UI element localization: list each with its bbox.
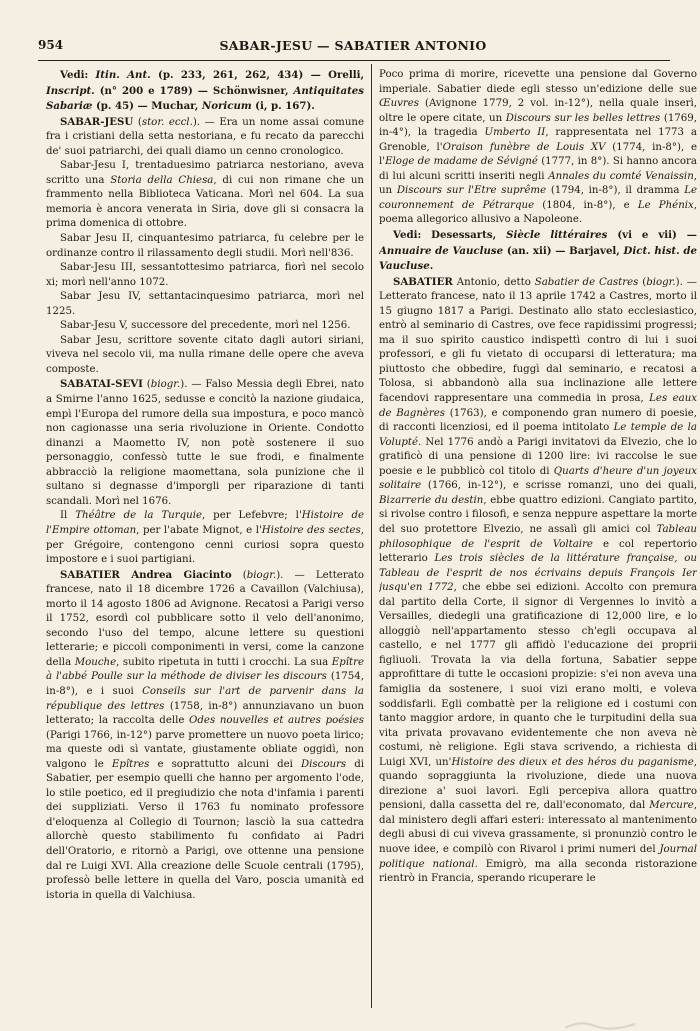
text-run: . Emigrò, ma alla seconda ristorazione rientrò in Francia, sperando ricuperare le	[379, 858, 697, 885]
text-run: di Sabatier, per esempio quelli che hanno per argomento l'ode, lo stile poetico, ed il pregiudizio che nota d'infamia i parenti dei suppliziati. Verso il 1763 fu nominato professore d'eloquenza al Collegio di Tournon; lasciò la sua cattedra allorchè questo stabilimento fu confidato ai Padri dell'Oratorio, e ritornò a Parigi, ove ottenne una pensione dal re Luigi XVI. Alla creazione delle Scuole centrali (1795), professò belle lettere in quella del Varo, poscia umanità ed istoria in quella di Valchiusa.	[46, 758, 364, 901]
text-run: (1804, in-8°), e	[534, 199, 638, 211]
text-run: Odes nouvelles et autres poésies	[189, 715, 364, 727]
text-run: Umberto II	[484, 127, 546, 139]
text-run: biogr.	[246, 569, 277, 581]
paragraph	[46, 290, 364, 319]
text-run: (1754, in-8°), e i suoi	[46, 671, 364, 697]
text-run: Annuaire de Vaucluse	[379, 244, 504, 257]
text-run: stor. eccl.	[141, 116, 193, 128]
text-run: (n° 200 e 1789) — Schönwisner,	[94, 84, 294, 97]
page-number: 954	[38, 38, 64, 52]
text-run: Antiquitates Sabariæ	[46, 84, 364, 113]
text-run: Le temple de la Volupté	[379, 422, 697, 448]
text-run: Quarts d'heure d'un joyeux solitaire	[379, 465, 697, 492]
text-run: (	[133, 116, 142, 128]
text-run: SABATIER	[393, 275, 453, 288]
text-run: Journal politique national	[379, 843, 697, 870]
text-run: SABATAI-SEVI	[60, 378, 143, 391]
text-run: (an. xii) — Barjavel,	[503, 244, 624, 257]
text-run: Noricum	[201, 100, 252, 113]
text-run: (p. 45) — Muchar,	[92, 100, 202, 113]
text-run: , subito ripetuta in tutti i crocchi. La sua	[116, 656, 332, 668]
text-run: Discours	[300, 758, 347, 770]
paragraph	[46, 232, 364, 261]
text-run: Vedi: Desessarts,	[393, 229, 507, 242]
text-run: (1758, in-8°) annunziavano un buon letterato; la raccolta delle	[46, 700, 364, 727]
text-run: (Parigi 1766, in-12°) parve promettere un nuovo poeta lirico; ma queste odi sì vantate, giustamente obliate oggidì, non valgono le	[46, 729, 364, 770]
scan-watermark	[560, 1018, 640, 1030]
text-run: Epître à l'abbé Poulle sur la méthode de diviser les discours	[46, 656, 364, 683]
paragraph	[46, 509, 364, 567]
text-run: biogr.	[150, 379, 181, 391]
text-run: Théâtre de la Turquie	[75, 510, 202, 522]
text-run: (1769, in-4°), la tragedia	[379, 112, 697, 139]
text-run: , poema allegorico allusivo a Napoleone.	[379, 199, 697, 226]
text-run: , per Lefebvre; l'	[202, 510, 302, 522]
text-run: Mouche	[74, 656, 117, 668]
paragraph	[46, 319, 364, 334]
text-run: SABAR-JESU	[60, 115, 134, 128]
left-column	[46, 68, 364, 1008]
text-run: (1794, in-8°), il dramma	[546, 185, 685, 197]
text-run: Epîtres	[111, 758, 150, 770]
text-run: (	[142, 379, 151, 391]
text-run: ). — Falso Messia degli Ebrei, nato a Smirne l'anno 1625, sedusse e concitò la nazione giudaica, empì l'Europa del rumore della sua impostura, e poco mancò non cagionasse una seria rivoluzione in Oriente. Condotto dinanzi a Maometto IV, non potè sostenere il suo personaggio, confessò tutte le sue frodi, e finalmente abbracciò la religione maomettana, sola punizione che il sultano si degnasse d'imporgli per riparazione di tanti scandali. Morì nel 1676.	[46, 379, 364, 507]
text-run: e col repertorio letterario	[379, 538, 697, 565]
text-run: Sabar Jesu II, cinquantesimo patriarca, fu celebre per le ordinanze contro il rilassamento degli studii. Morì nell'836.	[46, 233, 364, 259]
text-run: Conseils sur l'art de parvenir dans la république des lettres	[46, 685, 364, 712]
text-run: Mercure	[649, 800, 694, 812]
text-run: Les trois siècles de la littérature française, ou Tableau de l'esprit de nos écrivains depuis François Ier jusqu'en 1772	[379, 553, 697, 594]
text-run: Sabar-Jesu III, sessantottesimo patriarca, fiorì nel secolo xi; morì nell'anno 1072.	[46, 262, 364, 288]
text-run: (1777, in 8°). Si hanno ancora di lui alcuni scritti inseriti negli	[379, 156, 697, 182]
text-run: Les eaux de Bagnères	[379, 393, 697, 419]
text-run: Il	[60, 510, 76, 522]
text-run: (1774, in-8°), e l'	[379, 141, 697, 168]
text-run: Oraison funèbre de Louis XV	[442, 141, 606, 153]
text-run: Annales du comté Venaissin	[548, 170, 694, 182]
text-run: Vedi:	[60, 69, 96, 81]
paragraph	[46, 68, 364, 115]
text-run: ). — Letterato francese, nato il 13 aprile 1742 a Castres, morto il 15 giugno 1817 a Parigi. Destinato allo stato ecclesiastico, entrò al seminario di Castres, ove fece rapidissimi progressi; ma il suo spirito caustico indispettì contro di lui i suoi professori, e gli fu vietato di occuparsi di letteratura; ma piuttosto che obbedire, fuggì dal seminario, e recatosi a Tolosa, si abbandonò alla sua inclinazione alle lettere facendovi rappresentare una commedia in prosa,	[379, 276, 697, 405]
running-title: SABAR-JESU — SABATIER ANTONIO	[219, 38, 487, 53]
text-run: , che ebbe sei edizioni. Accolto con premura dal partito della Corte, il signor di Vergennes lo invitò a Versailles, diedegli una gratificazione di 12,000 lire, e lo alloggiò nell'appartamento stesso ch'egli occupava al castello, e nel 1777 gli affidò l'educazione dei proprii figliuoli. Trovata la via della fortuna, Sabatier seppe approfittare di tutte le occasioni propizie: s'ei non aveva una famiglia da sostenere, i suoi vizi erano molti, e voleva soddisfarli. Egli combattè per la religione ed i costumi con tanto maggior ardore, in quanto che le turpitudini della sua vita privata provavano evidentemente che non aveva nè costumi, nè religione. Egli stava scrivendo, a richiesta di Luigi XVI, un'	[379, 582, 697, 768]
text-run: Siècle littéraires	[506, 229, 608, 242]
text-run: SABATIER Andrea Giacinto	[60, 568, 232, 581]
text-run: Sabar Jesu, scrittore sovente citato dagli autori siriani, viveva nel secolo vii, ma nulla rimane delle opere che aveva composte.	[46, 334, 364, 375]
text-run: Histoire de l'Empire ottoman	[46, 510, 364, 536]
text-run: , per Grégoire, contengono cenni curiosi sopra questo impostore e i suoi partigiani.	[46, 524, 364, 566]
text-run: . Nel 1776 andò a Parigi invitatovi da Elvezio, che lo gratificò di una pensione di 1200 lire: ivi raccolse le sue poesie e le pubblicò col titolo di	[379, 436, 697, 477]
text-run: Storia della Chiesa	[110, 174, 214, 186]
text-run: Itin. Ant.	[95, 69, 151, 81]
right-column	[379, 68, 697, 1008]
paragraph	[46, 261, 364, 290]
text-run: , di cui non rimane che un frammento nella Biblioteca Vaticana. Morì nel 604. La sua memoria è ancora venerata in Siria, dove gli si consacra la prima domenica di ottobre.	[46, 174, 364, 230]
text-run: Dict. hist. de Vaucluse	[379, 244, 697, 273]
text-run: (vi e vii) —	[607, 229, 697, 242]
text-run: Histoire des sectes	[261, 524, 361, 536]
text-run: (1766, in-12°), e scrisse romanzi, uno dei quali,	[421, 480, 697, 492]
paragraph	[379, 228, 697, 275]
text-run: Sabar-Jesu I, trentaduesimo patriarca nestoriano, aveva scritto una	[46, 160, 364, 186]
text-run: , quando sopraggiunta la rivoluzione, diede una nuova direzione a' suoi lavori. Egli percepiva allora quattro pensioni, dalla cassetta del re, dall'economato, dal	[379, 756, 697, 812]
paragraph	[46, 377, 364, 509]
text-run: (	[638, 276, 647, 288]
text-run: (p. 233, 261, 262, 434) — Orelli,	[150, 69, 364, 81]
text-run: (i, p. 167).	[251, 100, 315, 113]
paragraph	[46, 568, 364, 904]
text-run: Tableau philosophique de l'esprit de Voltaire	[379, 523, 697, 550]
text-run: Eloge de madame de Sévigné	[385, 156, 538, 168]
text-run: (Avignone 1779, 2 vol. in-12°), nella quale inserì, oltre le opere citate, un	[379, 98, 697, 124]
text-run: ). — Letterato francese, nato il 18 dicembre 1726 a Cavaillon (Valchiusa), morto il 14 agosto 1806 ad Avignone. Recatosi a Parigi verso il 1752, esordì col pubblicare sotto il velo dell'anonimo, secondo l'uso del tempo, alcune lettere su questioni letterarie; e piccoli componimenti in versi, come la canzone della	[46, 569, 364, 668]
text-run: Inscript.	[46, 84, 95, 97]
text-run: Le couronnement de Pétrarque	[379, 185, 697, 211]
page-header	[38, 38, 668, 60]
text-run: Discours sur l'Etre suprême	[396, 185, 547, 197]
column-divider	[371, 64, 372, 1008]
text-run: Antonio, detto	[452, 276, 535, 288]
paragraph	[46, 334, 364, 378]
text-run: Le Phénix	[637, 199, 694, 211]
text-run: biogr.	[646, 276, 676, 288]
text-run: .	[429, 260, 434, 273]
paragraph	[46, 159, 364, 232]
text-run: , un	[379, 170, 697, 197]
text-run: (	[231, 569, 247, 581]
text-run: , dal ministero degli affari esteri: interessato al mantenimento degli abusi di cui viveva grassamente, si pronunziò contro le nuove idee, e compilò con Rivarol i primi numeri del	[379, 800, 697, 855]
text-run: Sabar-Jesu V, successore del precedente, morì nel 1256.	[60, 320, 351, 332]
text-run: Bizarrerie du destin	[379, 494, 484, 506]
text-run: , ebbe quattro edizioni. Cangiato partito, si rivolse contro i filosofi, e senza neppure aspettare la morte del suo protettore Elvezio, ne assalì gli amici col	[379, 494, 697, 535]
text-run: ). — Era un nome assai comune fra i cristiani della setta nestoriana, e fu recato da parecchi de' suoi patriarchi, dei quali diamo un cenno cronologico.	[46, 116, 364, 157]
text-run: Sabar Jesu IV, settantacinquesimo patriarca, morì nel 1225.	[46, 291, 364, 317]
text-run: Histoire des dieux et des héros du paganisme	[451, 756, 694, 768]
header-rule	[38, 60, 670, 61]
paragraph	[379, 275, 697, 887]
text-run: , rappresentata nel 1773 a Grenoble, l'	[379, 127, 697, 153]
text-run: Œuvres	[379, 98, 420, 110]
paragraph	[379, 68, 697, 228]
text-run: Sabatier de Castres	[534, 276, 639, 288]
text-run: , per l'abate Mignot, e l'	[136, 524, 262, 536]
text-run: (1763), e componendo gran numero di poesie, di racconti licenziosi, ed il poema intitolato	[379, 407, 697, 434]
text-run: Discours sur les belles lettres	[505, 112, 661, 124]
text-run: e soprattutto alcuni dei	[149, 758, 301, 770]
paragraph	[46, 115, 364, 160]
text-run: Poco prima di morire, ricevette una pensione dal Governo imperiale. Sabatier diede egli stesso un'edizione delle sue	[379, 69, 697, 95]
